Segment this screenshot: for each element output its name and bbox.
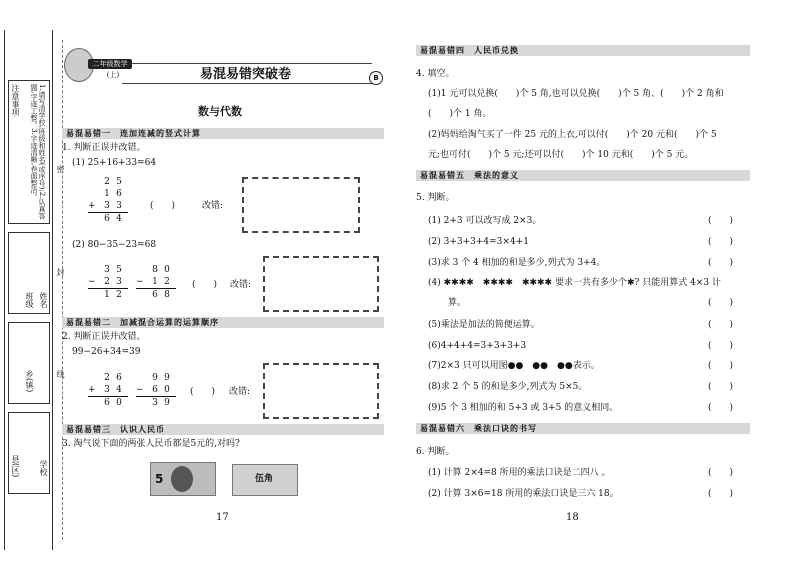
digit: 0 [116, 398, 122, 408]
q5-item-4: (4) ✱✱✱✱ ✱✱✱✱ ✱✱✱✱ 要求一共有多少个✱? 只能用算式 4×3 计 [428, 278, 721, 288]
banknote-5-value: 5 [155, 472, 164, 486]
q1-part1-equation: (1) 25+16+33=64 [72, 158, 157, 168]
q1-title: 1. 判断正误并改错。 [62, 143, 146, 153]
q5-item-2: (2) 3+3+3+4=3×4+1 [428, 237, 529, 247]
digit: 5 [116, 265, 122, 275]
q5-judge-6[interactable]: ( ) [708, 341, 734, 351]
digit: 3 [104, 385, 110, 395]
q5-judge-9[interactable]: ( ) [708, 403, 734, 413]
digit: 4 [116, 214, 122, 224]
digit: 4 [116, 385, 122, 395]
digit: 3 [116, 277, 122, 287]
header-title: 易混易错突破卷 [200, 67, 292, 82]
class-label: 班级 [25, 292, 34, 308]
digit: 9 [164, 398, 170, 408]
left-header [62, 45, 384, 95]
digit: 6 [152, 385, 158, 395]
school-box [8, 412, 50, 494]
digit: 6 [152, 290, 158, 300]
q1-part2-judge[interactable]: ( ) [192, 280, 218, 290]
q2-answer-box[interactable] [263, 363, 379, 419]
operator: − [136, 277, 144, 287]
digit: 0 [164, 265, 170, 275]
q1-part1-vertical [88, 176, 132, 236]
q6-judge-2[interactable]: ( ) [708, 489, 734, 499]
q5-item-4-cont: 算。 [448, 298, 467, 308]
operator: − [136, 385, 144, 395]
digit: 3 [104, 265, 110, 275]
q5-judge-2[interactable]: ( ) [708, 237, 734, 247]
digit: 3 [152, 398, 158, 408]
digit: 9 [152, 373, 158, 383]
q2-equation: 99−26+34=39 [72, 347, 141, 357]
q1-part1-answer-box[interactable] [242, 177, 360, 233]
digit: 8 [152, 265, 158, 275]
digit: 5 [116, 177, 122, 187]
q1-part1-fix-label: 改错: [202, 201, 224, 211]
q1-part1-judge[interactable]: ( ) [150, 201, 176, 211]
portrait-icon [171, 466, 193, 492]
digit: 0 [164, 385, 170, 395]
fold-line [62, 40, 63, 540]
section-heading-6: 易混易错六 乘法口诀的书写 [416, 423, 750, 434]
name-label: 姓名 [39, 292, 48, 308]
q2-fix-label: 改错: [229, 387, 251, 397]
q4-line-1: (1)1 元可以兑换( )个 5 角,也可以兑换( )个 5 角、( )个 2 角和 [428, 89, 724, 99]
q2-vertical-a [88, 372, 132, 420]
digit: 2 [104, 373, 110, 383]
digit: 2 [104, 177, 110, 187]
subject-title: 数与代数 [198, 105, 242, 118]
q2-vertical-b [136, 372, 180, 420]
right-page-number: 18 [566, 512, 579, 523]
school-label: 学校 [39, 460, 48, 476]
q5-item-5: (5)乘法是加法的简便运算。 [428, 320, 540, 330]
digit: 6 [104, 398, 110, 408]
q5-judge-7[interactable]: ( ) [708, 361, 734, 371]
digit: 6 [116, 373, 122, 383]
digit: 1 [104, 189, 110, 199]
q5-judge-5[interactable]: ( ) [708, 320, 734, 330]
q1-part2-vertical-a [88, 264, 132, 312]
digit: 3 [116, 201, 122, 211]
notes-text: 1.请写清学校,班级和姓名(或序号);2.认真答题,字迹工整。3.字迹清晰,卷面整洁。 [30, 84, 46, 220]
digit: 9 [164, 373, 170, 383]
q5-judge-1[interactable]: ( ) [708, 216, 734, 226]
digit: 2 [104, 277, 110, 287]
header-tag: B [369, 71, 383, 85]
digit: 2 [116, 290, 122, 300]
q6-judge-1[interactable]: ( ) [708, 468, 734, 478]
section-heading-5: 易混易错五 乘法的意义 [416, 170, 750, 181]
digit: 8 [164, 290, 170, 300]
q4-line-2: ( )个 1 角。 [428, 109, 492, 119]
banknote-5-jiao-value: 伍角 [255, 474, 274, 484]
left-page-number: 17 [216, 512, 229, 523]
grade-sub: (上) [106, 71, 120, 79]
section-heading-3: 易混易错三 认识人民币 [62, 424, 384, 435]
q5-item-6: (6)4+4+4=3+3+3+3 [428, 341, 527, 351]
digit: 3 [104, 201, 110, 211]
county-label: 县(区) [11, 455, 20, 478]
seal-mark: 密 [56, 165, 65, 173]
notes-label: 注意事项 [11, 84, 20, 116]
q4-line-4: 元;也可付( )个 5 元;还可以付( )个 10 元和( )个 5 元。 [428, 150, 694, 160]
q6-item-2: (2) 计算 3×6=18 所用的乘法口诀是三六 18。 [428, 489, 619, 499]
operator: + [88, 201, 96, 211]
q2-title: 2. 判断正误并改错。 [62, 332, 146, 342]
section-heading-2: 易混易错二 加减混合运算的运算顺序 [62, 317, 384, 328]
section-heading-1: 易混易错一 连加连减的竖式计算 [62, 128, 384, 139]
seal-mark-3: 线 [56, 370, 65, 378]
q5-item-1: (1) 2+3 可以改写成 2×3。 [428, 216, 542, 226]
seal-mark-2: 封 [56, 268, 65, 276]
binding-strip [0, 0, 65, 580]
digit: 1 [152, 277, 158, 287]
banknote-5-jiao [232, 464, 298, 496]
q1-part2-fix-label: 改错: [230, 280, 252, 290]
q1-part2-equation: (2) 80−35−23=68 [72, 240, 157, 250]
section-heading-4: 易混易错四 人民币兑换 [416, 45, 750, 56]
operator: + [88, 385, 96, 395]
operator: − [88, 277, 96, 287]
q5-judge-8[interactable]: ( ) [708, 382, 734, 392]
q2-judge[interactable]: ( ) [190, 387, 216, 397]
digit: 6 [116, 189, 122, 199]
strip-border-right [52, 30, 53, 550]
q5-item-9: (9)5 个 3 相加的和 5+3 或 3+5 的意义相同。 [428, 403, 619, 413]
banknote-5-yuan [150, 462, 216, 496]
q6-title: 6. 判断。 [416, 447, 455, 457]
q4-line-3: (2)妈妈给淘气买了一件 25 元的上衣,可以付( )个 20 元和( )个 5 [428, 130, 717, 140]
digit: 2 [164, 277, 170, 287]
q5-item-7: (7)2×3 只可以用图●● ●● ●●表示。 [428, 361, 600, 371]
digit: 1 [104, 290, 110, 300]
q3-title: 3. 淘气说下面的两张人民币都是5元的,对吗? [62, 439, 240, 449]
q1-part2-vertical-b [136, 264, 180, 312]
q5-judge-4[interactable]: ( ) [708, 298, 734, 308]
township-label: 乡(镇) [25, 370, 34, 393]
q4-title: 4. 填空。 [416, 69, 455, 79]
header-rule-bottom [122, 83, 372, 84]
q6-item-1: (1) 计算 2×4=8 所用的乘法口诀是二四八 。 [428, 468, 611, 478]
q5-judge-3[interactable]: ( ) [708, 258, 734, 268]
q5-item-3: (3)求 3 个 4 相加的和是多少,列式为 3+4。 [428, 258, 606, 268]
digit: 6 [104, 214, 110, 224]
q1-part2-answer-box[interactable] [263, 256, 379, 312]
header-rule-top [132, 63, 372, 64]
q5-item-8: (8)求 2 个 5 的和是多少,列式为 5×5。 [428, 382, 588, 392]
strip-border-left [4, 30, 5, 550]
grade-badge: 二年级数学 [88, 59, 132, 69]
q5-title: 5. 判断。 [416, 193, 455, 203]
